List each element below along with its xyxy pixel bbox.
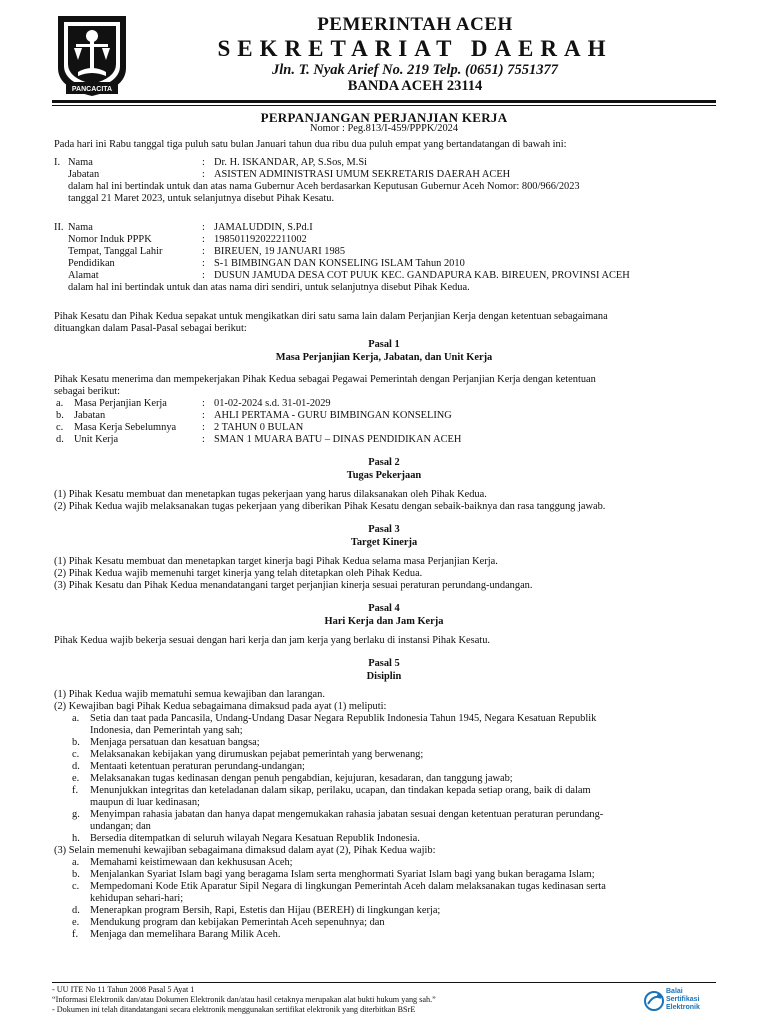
- list-item: Melaksanakan tugas kedinasan dengan penuh pengabdian, kejujuran, kesadaran, dan tanggung jawab;: [90, 773, 513, 784]
- list-letter: a.: [72, 713, 80, 724]
- list-item: Indonesia, dan Pemerintah yang sah;: [90, 725, 243, 736]
- colon: :: [202, 434, 205, 445]
- list-item: undangan; dan: [90, 821, 151, 832]
- pasal-heading: Pasal 5: [368, 658, 400, 669]
- list-letter: a.: [72, 857, 80, 868]
- document-title: PERPANJANGAN PERJANJIAN KERJA: [260, 110, 508, 125]
- item-value: AHLI PERTAMA - GURU BIMBINGAN KONSELING: [214, 410, 452, 421]
- colon: :: [202, 222, 205, 233]
- pasal-subheading: Tugas Pekerjaan: [346, 470, 422, 481]
- list-item: Menerapkan program Bersih, Rapi, Estetis dan Hijau (BEREH) di lingkungan kerja;: [90, 905, 441, 916]
- list-item: Setia dan taat pada Pancasila, Undang-Undang Dasar Negara Republik Indonesia Tahun 1945, Negara Kesatuan Republik: [90, 713, 597, 724]
- list-letter: h.: [72, 833, 80, 844]
- footer-rule: [52, 982, 716, 983]
- party1-value: ASISTEN ADMINISTRASI UMUM SEKRETARIS DAERAH ACEH: [214, 169, 511, 180]
- bsre-logo: [644, 988, 724, 1016]
- header-secretariat: SEKRETARIAT DAERAH: [217, 36, 613, 61]
- list-item: Memahami keistimewaan dan kekhususan Aceh;: [90, 857, 293, 868]
- party1-note: dalam hal ini bertindak untuk dan atas nama Gubernur Aceh berdasarkan Keputusan Gubernur Aceh Nomor: 800/966/2023: [68, 181, 580, 192]
- colon: :: [202, 157, 205, 168]
- header-rule-thick: [52, 100, 716, 103]
- pemerintah-aceh-logo: [52, 12, 132, 98]
- list-letter: d.: [72, 761, 80, 772]
- agreement-text: Pihak Kesatu dan Pihak Kedua sepakat untuk mengikatkan diri satu sama lain dalam Perjanjian Kerja dengan ketentuan sebagaimana: [54, 311, 608, 322]
- pasal-heading: Pasal 3: [368, 524, 400, 535]
- list-letter: f.: [72, 929, 79, 940]
- list-item: maupun di luar kedinasan;: [90, 797, 200, 808]
- pasal5-paragraph: (2) Kewajiban bagi Pihak Kedua sebagaimana dimaksud pada ayat (1) meliputi:: [54, 701, 387, 712]
- colon: :: [202, 258, 205, 269]
- footer-esign-note: - Dokumen ini telah ditandatangani secara elektronik menggunakan sertifikat elektronik yang diterbitkan BSrE: [52, 1005, 416, 1014]
- footer-law-reference: - UU ITE No 11 Tahun 2008 Pasal 5 Ayat 1: [52, 985, 195, 994]
- header-rule-thin: [52, 105, 716, 106]
- party2-label: Tempat, Tanggal Lahir: [68, 246, 163, 257]
- logo-label: PANCACITA: [71, 86, 113, 93]
- pasal2-line: (1) Pihak Kesatu membuat dan menetapkan tugas pekerjaan yang harus dilaksanakan oleh Pihak Kedua.: [54, 489, 487, 500]
- item-value: 2 TAHUN 0 BULAN: [214, 422, 304, 433]
- list-letter: e.: [72, 917, 80, 928]
- item-label: Jabatan: [74, 410, 106, 421]
- party1-value: Dr. H. ISKANDAR, AP, S.Sos, M.Si: [214, 157, 368, 168]
- party2-number: II.: [54, 222, 64, 233]
- list-item: Menunjukkan integritas dan keteladanan dalam sikap, perilaku, ucapan, dan tindakan kepada setiap orang, baik di dalam: [90, 785, 591, 796]
- item-letter: d.: [56, 434, 64, 445]
- party2-value: S-1 BIMBINGAN DAN KONSELING ISLAM Tahun 2010: [214, 258, 465, 269]
- bsre-line: Elektronik: [666, 1004, 700, 1011]
- pasal5-paragraph: (3) Selain memenuhi kewajiban sebagaimana dimaksud dalam ayat (2), Pihak Kedua wajib:: [54, 845, 436, 856]
- pasal-heading: Pasal 1: [368, 339, 400, 350]
- party2-label: Nama: [68, 222, 93, 233]
- item-letter: b.: [56, 410, 64, 421]
- document-number: Nomor : Peg.813/I-459/PPPK/2024: [309, 123, 459, 134]
- list-item: Mentaati ketentuan peraturan perundang-undangan;: [90, 761, 305, 772]
- agreement-text: dituangkan dalam Pasal-Pasal sebagai berikut:: [54, 323, 247, 334]
- pasal-subheading: Masa Perjanjian Kerja, Jabatan, dan Unit Kerja: [275, 352, 493, 363]
- pasal2-line: (2) Pihak Kedua wajib melaksanakan tugas pekerjaan yang diberikan Pihak Kesatu dengan sebaik-baiknya dan rasa tanggung jawab.: [54, 501, 606, 512]
- list-letter: g.: [72, 809, 80, 820]
- list-letter: d.: [72, 905, 80, 916]
- pasal3-line: (2) Pihak Kedua wajib memenuhi target kinerja yang telah ditetapkan oleh Pihak Kedua.: [54, 568, 423, 579]
- colon: :: [202, 422, 205, 433]
- list-letter: c.: [72, 749, 80, 760]
- colon: :: [202, 398, 205, 409]
- party2-label: Alamat: [68, 270, 99, 281]
- colon: :: [202, 410, 205, 421]
- party2-value: DUSUN JAMUDA DESA COT PUUK KEC. GANDAPURA KAB. BIREUEN, PROVINSI ACEH: [214, 270, 630, 281]
- party2-note: dalam hal ini bertindak untuk dan atas nama diri sendiri, untuk selanjutnya disebut Pihak Kedua.: [68, 282, 470, 293]
- list-item: Mempedomani Kode Etik Aparatur Sipil Negara di lingkungan Pemerintah Aceh dalam melaksanakan tugas kedinasan serta: [90, 881, 606, 892]
- pasal3-line: (1) Pihak Kesatu membuat dan menetapkan target kinerja bagi Pihak Kedua selama masa Perjanjian Kerja.: [54, 556, 498, 567]
- colon: :: [202, 234, 205, 245]
- party2-label: Pendidikan: [68, 258, 115, 269]
- pasal-subheading: Disiplin: [366, 671, 402, 682]
- list-item: kehidupan sehari-hari;: [90, 893, 184, 904]
- bsre-line: Balai: [666, 988, 683, 995]
- bsre-icon: [644, 990, 664, 1012]
- header-government: PEMERINTAH ACEH: [317, 14, 513, 35]
- list-letter: b.: [72, 737, 80, 748]
- pasal-subheading: Hari Kerja dan Jam Kerja: [324, 616, 444, 627]
- list-letter: f.: [72, 785, 79, 796]
- list-item: Melaksanakan kebijakan yang dirumuskan pejabat pemerintah yang berwenang;: [90, 749, 424, 760]
- pasal5-paragraph: (1) Pihak Kedua wajib mematuhi semua kewajiban dan larangan.: [54, 689, 325, 700]
- list-letter: b.: [72, 869, 80, 880]
- pasal-heading: Pasal 2: [368, 457, 400, 468]
- pasal1-intro: Pihak Kesatu menerima dan mempekerjakan Pihak Kedua sebagai Pegawai Pemerintah dengan Perjanjian Kerja dengan ketentuan: [54, 374, 596, 385]
- party1-label: Nama: [68, 157, 93, 168]
- list-letter: c.: [72, 881, 80, 892]
- item-label: Masa Kerja Sebelumnya: [74, 422, 177, 433]
- list-item: Bersedia ditempatkan di seluruh wilayah Negara Kesatuan Republik Indonesia.: [90, 833, 420, 844]
- colon: :: [202, 169, 205, 180]
- bsre-label: [666, 988, 700, 1012]
- intro-paragraph: Pada hari ini Rabu tanggal tiga puluh satu bulan Januari tahun dua ribu dua puluh empat yang bertandatangan di bawah ini:: [54, 139, 567, 150]
- item-letter: a.: [56, 398, 64, 409]
- list-item: Menyimpan rahasia jabatan dan hanya dapat mengemukakan rahasia jabatan sesuai dengan ketentuan peraturan perundang-: [90, 809, 604, 820]
- pasal-heading: Pasal 4: [368, 603, 400, 614]
- colon: :: [202, 270, 205, 281]
- item-value: 01-02-2024 s.d. 31-01-2029: [214, 398, 331, 409]
- header-city: BANDA ACEH 23114: [347, 78, 483, 94]
- party2-label: Nomor Induk PPPK: [68, 234, 152, 245]
- party1-note: tanggal 21 Maret 2023, untuk selanjutnya disebut Pihak Kesatu.: [68, 193, 335, 204]
- bsre-line: Sertifikasi: [666, 996, 700, 1003]
- header-address: Jln. T. Nyak Arief No. 219 Telp. (0651) 7551377: [272, 62, 558, 78]
- footer-law-quote: “Informasi Elektronik dan/atau Dokumen Elektronik dan/atau hasil cetaknya merupakan alat bukti hukum yang sah.”: [52, 995, 436, 1004]
- item-value: SMAN 1 MUARA BATU – DINAS PENDIDIKAN ACEH: [214, 434, 462, 445]
- item-label: Unit Kerja: [74, 434, 119, 445]
- pasal1-intro: sebagai berikut:: [54, 386, 121, 397]
- party2-value: BIREUEN, 19 JANUARI 1985: [214, 246, 346, 257]
- list-item: Menjaga persatuan dan kesatuan bangsa;: [90, 737, 260, 748]
- party1-number: I.: [54, 157, 61, 168]
- list-item: Menjalankan Syariat Islam bagi yang beragama Islam serta menghormati Syariat Islam bagi yang bukan beragama Islam;: [90, 869, 595, 880]
- pasal4-line: Pihak Kedua wajib bekerja sesuai dengan hari kerja dan jam kerja yang berlaku di instansi Pihak Kesatu.: [54, 635, 490, 646]
- pasal3-line: (3) Pihak Kesatu dan Pihak Kedua menandatangani target perjanjian kinerja sesuai peraturan perundang-undangan.: [54, 580, 533, 591]
- party2-value: JAMALUDDIN, S.Pd.I: [214, 222, 313, 233]
- pasal-subheading: Target Kinerja: [350, 537, 418, 548]
- item-letter: c.: [56, 422, 64, 433]
- party2-value: 198501192022211002: [214, 234, 307, 245]
- list-item: Menjaga dan memelihara Barang Milik Aceh.: [90, 929, 281, 940]
- party1-label: Jabatan: [68, 169, 100, 180]
- list-letter: e.: [72, 773, 80, 784]
- list-item: Mendukung program dan kebijakan Pemerintah Aceh sepenuhnya; dan: [90, 917, 385, 928]
- item-label: Masa Perjanjian Kerja: [74, 398, 167, 409]
- colon: :: [202, 246, 205, 257]
